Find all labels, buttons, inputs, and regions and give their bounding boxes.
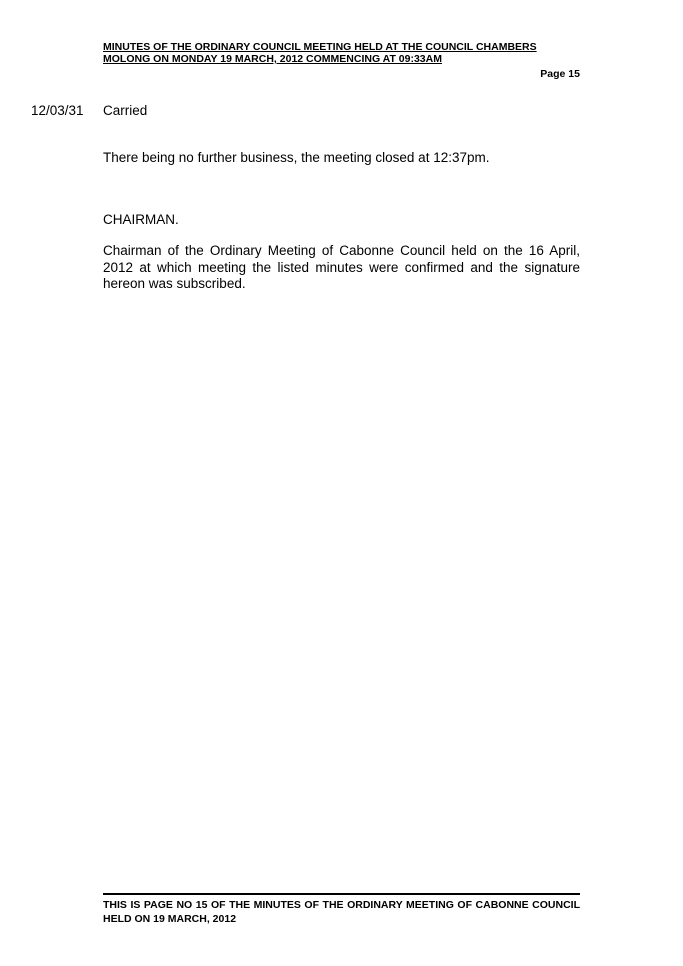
- page-number: Page 15: [540, 68, 580, 80]
- chairman-title: CHAIRMAN.: [103, 212, 179, 227]
- header-title-line-2: MOLONG ON MONDAY 19 MARCH, 2012 COMMENCING AT 09:33AM: [103, 53, 442, 65]
- resolution-outcome: Carried: [103, 103, 148, 118]
- page-footer: THIS IS PAGE NO 15 OF THE MINUTES OF THE ORDINARY MEETING OF CABONNE COUNCIL HELD ON 19 MARCH, 2012: [103, 893, 580, 926]
- confirmation-paragraph: Chairman of the Ordinary Meeting of Cabonne Council held on the 16 April, 2012 at which meeting the listed minutes were confirmed and the signature hereon was subscribed.: [103, 243, 580, 291]
- closing-statement: There being no further business, the meeting closed at 12:37pm.: [103, 150, 490, 165]
- resolution-number: 12/03/31: [31, 103, 84, 118]
- header-title-line-1: MINUTES OF THE ORDINARY COUNCIL MEETING HELD AT THE COUNCIL CHAMBERS: [103, 41, 537, 53]
- page-header: [103, 41, 580, 65]
